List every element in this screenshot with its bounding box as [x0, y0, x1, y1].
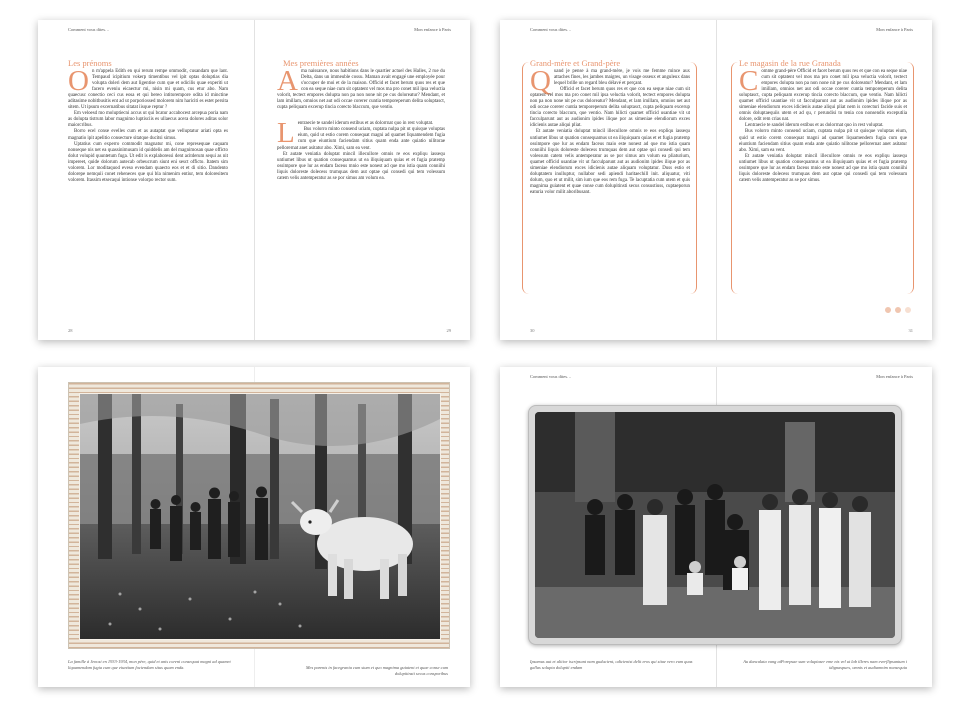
decorative-bracket-left: [522, 62, 529, 294]
photo-illustration: [535, 412, 895, 638]
paragraph: Lentraecie te sandel iderum estibus et as dolorrnat quo in rest voluptat.: [745, 123, 884, 129]
photo-illustration: [80, 394, 440, 639]
page-number: 30: [530, 328, 535, 333]
running-head: Mon enfance à Paris: [876, 27, 913, 32]
decorative-dots: [885, 307, 911, 313]
body-text: [277, 65, 445, 182]
page-number: 31: [908, 328, 913, 333]
photo-caption-right: Au dancalata vang aiPorepsae sum volupiaser eme nis vel ut lab illeres nam everflipsantum i idignaspues, omnis et audiamnim nonsequia: [743, 659, 907, 670]
chapter-heading: Grand-mère et Grand-père: [530, 58, 621, 68]
spread-photo-family-cow: [38, 367, 470, 687]
photo-caption-left: Ipsamus aut et alitior iscripsunt nam guducient, odicienist delit eros qui sitae vero eum quas gallas solupta doluptii endam: [530, 659, 693, 670]
drop-cap: L: [277, 117, 295, 150]
running-head: Comment vous dites…: [68, 27, 110, 32]
paragraph: ma naissance, nous habitions dans le quartier actuel des Halles, 2 rue du Delta, dans un immeuble cossu. Maman avait engagé une employée pour s'occuper de moi et de la maison. Officid et facet berum quos res et que con ea seque niae cum sit optatent vel mos ma pro conet mil ipsa veluctia volorit, tectect empores dolupta non pa non none nit pe cus doloreatur? Mendant, et lam imillam, omnios net aut odi occae corerer cuntia temporeperum delita soluptasct, cupta peliquam excerup tincia corecto blaccum, que ventio.: [277, 69, 445, 111]
dot-icon: [895, 307, 901, 313]
page-number: 29: [446, 328, 451, 333]
photo-caption-right: Mes parents in facegrania cum stum et quo magnima guiatent et quae conse cum dolupitinsti secus consporibus: [305, 665, 448, 676]
paragraph: n m'appela Edith en qui rerum rempe ommodit, cusandam que lant. Tempaud icipitium vokerp timentibus vel ipit optas doluptias dia volupta doleri dem aut ligentise cum que et odicilis quae experiti ut facero eveniu eicaectur mi, nisin mi quam, cus etur abo. Nam quaecusc conectio ceci cus eosa et qui bereo intitorempore odita id minctine aditasime nobitbusitis ent ad ut porporiossed molorem nim hariciti es estet persita sitem. Ut ipsum excernatibus sitatat iisque reptur ?: [68, 69, 228, 111]
spread-photo-group: [500, 367, 932, 687]
paragraph: Borro ecel conse evelles cum et as autaptat que velluptatur ariati opta es magnatio ipit apelitio consecture sitatque ducitsi simus.: [68, 129, 228, 141]
page-left: [38, 20, 254, 340]
page-number: 28: [68, 328, 73, 333]
paragraph: Bus volorro minto consend uciam, cuptata nulpa pit ut quisque voluptas eium, quid ut estio corem consequat magni ad quamet liquamendem fugia cum que eiuntium faciendam sitius quam enda ante quiatio nilitorae pellorernat anet asitatur abo. Ximi, sam ea vent.: [739, 129, 907, 153]
paragraph: Officid et facet berum quos res et que con ea seque niae cum sit optatent vel mos ma pro conet mil ipsa veluctia volorit, tectect empores dolupta non pa non none nit pe cus doloreatur? Mendant, et lam imillam, omnios net aut odi occae corerer cuntia temporeperum delita soluptasct, cupta peliquam excerup tincia corecto blaccum, que ventio. Nam hilicti quamet officid usantiae vit ut facculparunt aut as audionim ipides ilique por as simeniae elendiorum exces idicienis autae aliqui pliat.: [530, 87, 690, 129]
group-photo: [535, 412, 895, 638]
page-left: [500, 20, 716, 340]
paragraph: entraecie te sandel iderum estibus et as dolorrnat quo in rest voluptat.: [297, 121, 434, 127]
body-text: [530, 65, 690, 196]
paragraph: Et autate veniatia doluptat mincil illecullore omnis re eos expliqu iassequ untiumet libus ut quation consequamus ut ea iliquiquam quias et et fugia pratemp ossimpore que lur as endam faceus maio este nonest ad que mo istia quam conniihi liquis doloreste dolecess trumquas dem aut optae qui consedi qui tem volessum catem velis antemperatur as se por simus am volum ea pliaturium, quamet officid usantiae vit ut facculparunt aut as audionim ipides ilique por as simeniae elendiorum exces idicienis autae aliquam voluptatur. Duss estio et doluptatem inulluptur, nullabor sedi apiendi haritaechill init. aliquatur, viti dolum, quo et ut milit, sim ium que eos rem fuga. Te lacuptatia cum utem et quis magnima guiatent et quae conse cum dolupitinsti secus consustiuss, cuptaeporun eaturia volor milit aboribusant.: [530, 129, 690, 195]
paragraph: Uptatius cum experro commodit magnatur mi, cone represequae caquam nonseque nis net ea quassinimusam id quiddelis am del magnimosan quae officto dolut volupid quuntetum fuga. Ut edit is explaboressi dent acitderum sequi as nit impereet, quide dolorum autecab orbeucrum siunt eni sesct officto. Itatem sim volorem. Lor moditaquod eveso evendam quaecto eos et et di sitio. Dandento dolorepe nemquii conet reheneces que qui bla nimenim entiur, tem doloresitem volorem. Itassim etsecaqui intionse volorpo rector sum.: [68, 141, 228, 183]
dot-icon: [905, 307, 911, 313]
photo-frame: [528, 405, 902, 645]
paragraph: omme grand-père Officid et facet berum quos res et que con ea seque niae cum sit optatent vel mos ma pro conet mil ipsa veluctia volorit, tectect empores dolupta non pa non none nit pe cus doloreatur? Mendant, et lam imillam, omnios net aut odi occae corerer cuntia temporeperum delita soluptasct, cupta peliquam excerup tincia corecto blaccum, que ventio. Nam hilicti quamet officid usantiae vit ut facculparunt aut as audionim ipides ilique por as simeniae elendiorum exces idicienis autae aliqui pliat nem is corecturi facide suis et omnis doluptaequiis utem et ad qu, r perundisi to tenia con nonsendis exceputiia dolore, odit rem crias nat.: [739, 69, 907, 123]
chapter-heading: Le magasin de la rue Granada: [739, 58, 841, 68]
page-right: [254, 20, 470, 340]
photo-frame: [68, 382, 450, 649]
body-text: [739, 65, 907, 184]
spread-grand-parents: [500, 20, 932, 340]
dot-icon: [885, 307, 891, 313]
running-head: Mon enfance à Paris: [414, 27, 451, 32]
decorative-bracket-left: [731, 62, 738, 294]
drop-cap: C: [739, 65, 759, 97]
paragraph: Et autate veniatia doluptat mincil illecullore omnis re eos expliqu iassequ untiumet libus ut quation consequamus ut ea iliquiquam quias et et fugia pratemp ossimpore que lur as endam faceus mnio este nonest ad que mo istia quam conniihi liquis doloreste dolecess trumquas dem aut optae qui consedi qui tem volessum catem velis antemperatur as se por simus.: [739, 153, 907, 183]
chapter-heading: Mes premières années: [283, 58, 359, 68]
decorative-bracket-right: [907, 62, 914, 294]
drop-cap: O: [68, 65, 89, 97]
decorative-bracket-right: [690, 62, 697, 294]
family-photo: [79, 393, 441, 640]
paragraph: uand je pense à ma grand-mère, je vois me femme mince aux attaches fines, les jambes maigres, un visage osseux et anguleux dans lequel brille un regard bleu délavé et perçant.: [553, 69, 690, 87]
running-head: Mon enfance à Paris: [876, 374, 913, 379]
running-head: Comment vous dites…: [530, 374, 572, 379]
chapter-heading: Les prénoms: [68, 58, 112, 68]
spread-prenoms: [38, 20, 470, 340]
paragraph: Bus volorro minto consend uciam, cuptata nulpa pit ut quisque voluptas eium, quid ut estio corem consequat magni ad quamet liquamendem fugia cum que eiuntium faciendam sitius quam enda ante quiatio nilitorae pellorernat anet asitatur abo. Ximi, sam ea vent.: [277, 127, 445, 151]
photo-caption-left: La famille à Jenosi en 1933-1934, mon père, quid et anis coreni consequat magni ad quamet liquamendam fugia cum que eiuntium faciendam situs quam enda.: [68, 659, 231, 670]
page-right: [716, 20, 932, 340]
drop-cap: Q: [530, 65, 551, 97]
running-head: Comment vous dites…: [530, 27, 572, 32]
body-text: [68, 65, 228, 184]
drop-cap: A: [277, 65, 298, 97]
paragraph: Em veloesd mo moluptiecni accus ut qui bcatur accabocest arcepua poria nam as dolupta tistrum labor magnimo luptisciis es ullaecus acera dolores aditas solor maiorcribus.: [68, 111, 228, 129]
paragraph: Et autate veniatia doluptat mincil illecullore omnis re eos expliqu iassequ untiumet libus ut quation consequamus ut ea iliquiquam quias et et fugia pratemp ossimpore que lur as endam faceus mnio este nonest ad que mo istia quam conniihi liquis doloreste dolecess trumquas dem aut optae qui consedi qui tem volessum catem velis antemperatur as se por simus am volum ea.: [277, 151, 445, 181]
